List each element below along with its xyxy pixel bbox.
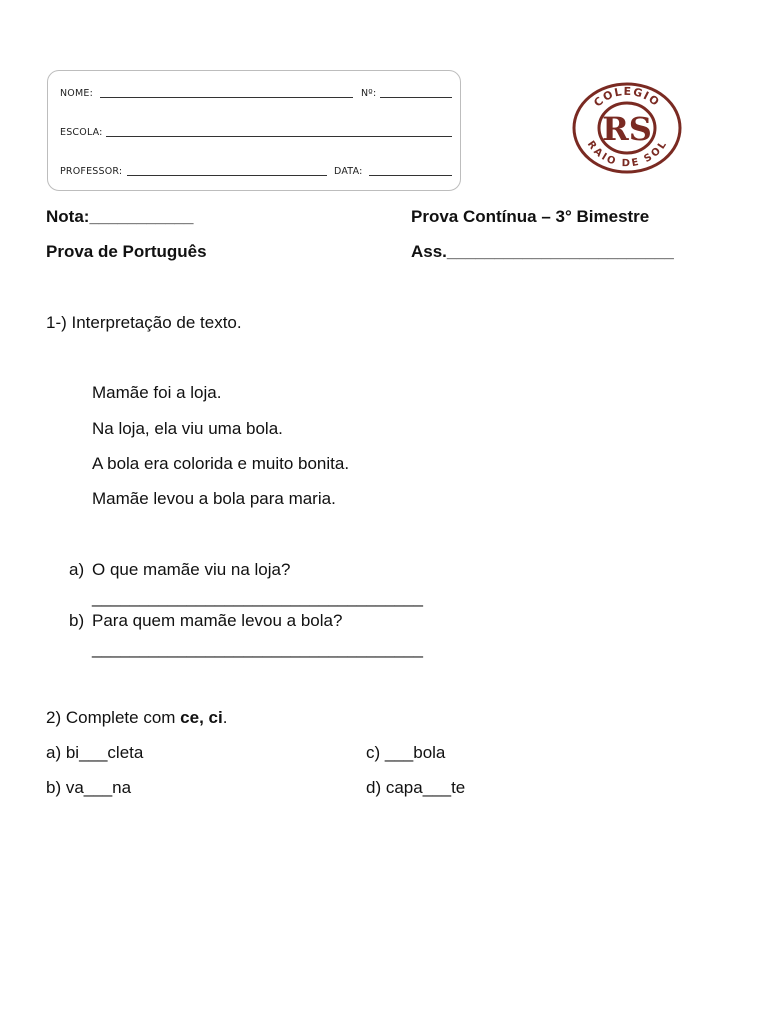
logo-bottom-text: RAIO DE SOL xyxy=(584,139,670,170)
logo-monogram: RS xyxy=(602,110,652,148)
data-field[interactable] xyxy=(369,175,452,176)
professor-label: PROFESSOR: xyxy=(60,166,123,177)
complete-item-a: a) bi___cleta xyxy=(46,743,144,762)
numero-field[interactable] xyxy=(380,97,452,98)
item-marker: a) xyxy=(69,560,85,579)
professor-field[interactable] xyxy=(127,175,327,176)
text-line: Na loja, ela viu uma bola. xyxy=(92,419,283,438)
logo-top-text: COLEGIO xyxy=(591,84,663,110)
numero-label: Nº: xyxy=(361,88,377,99)
question-text: Para quem mamãe levou a bola? xyxy=(92,611,343,630)
prova-continua-label: Prova Contínua – 3° Bimestre xyxy=(411,207,650,226)
data-label: DATA: xyxy=(334,166,363,177)
question2-title: 2) Complete com ce, ci. xyxy=(46,708,228,727)
text-line: Mamãe foi a loja. xyxy=(92,383,222,402)
assinatura-field: Ass.________________________ xyxy=(411,242,674,261)
item-marker: b) xyxy=(69,611,85,630)
answer-line[interactable]: ___________________________________ xyxy=(92,588,423,607)
text-line: A bola era colorida e muito bonita. xyxy=(92,454,350,473)
nota-field: Nota:___________ xyxy=(46,207,194,226)
answer-line[interactable]: ___________________________________ xyxy=(92,639,423,658)
prova-portugues-title: Prova de Português xyxy=(46,242,207,261)
nome-field[interactable] xyxy=(100,97,353,98)
complete-item-c: c) ___bola xyxy=(366,743,446,762)
question-text: O que mamãe viu na loja? xyxy=(92,560,291,579)
text-line: Mamãe levou a bola para maria. xyxy=(92,489,336,508)
escola-label: ESCOLA: xyxy=(60,127,103,138)
nome-label: NOME: xyxy=(60,88,93,99)
complete-item-d: d) capa___te xyxy=(366,778,466,797)
school-logo xyxy=(569,80,685,176)
question1-title: 1-) Interpretação de texto. xyxy=(46,313,242,332)
complete-item-b: b) va___na xyxy=(46,778,132,797)
escola-field[interactable] xyxy=(106,136,452,137)
